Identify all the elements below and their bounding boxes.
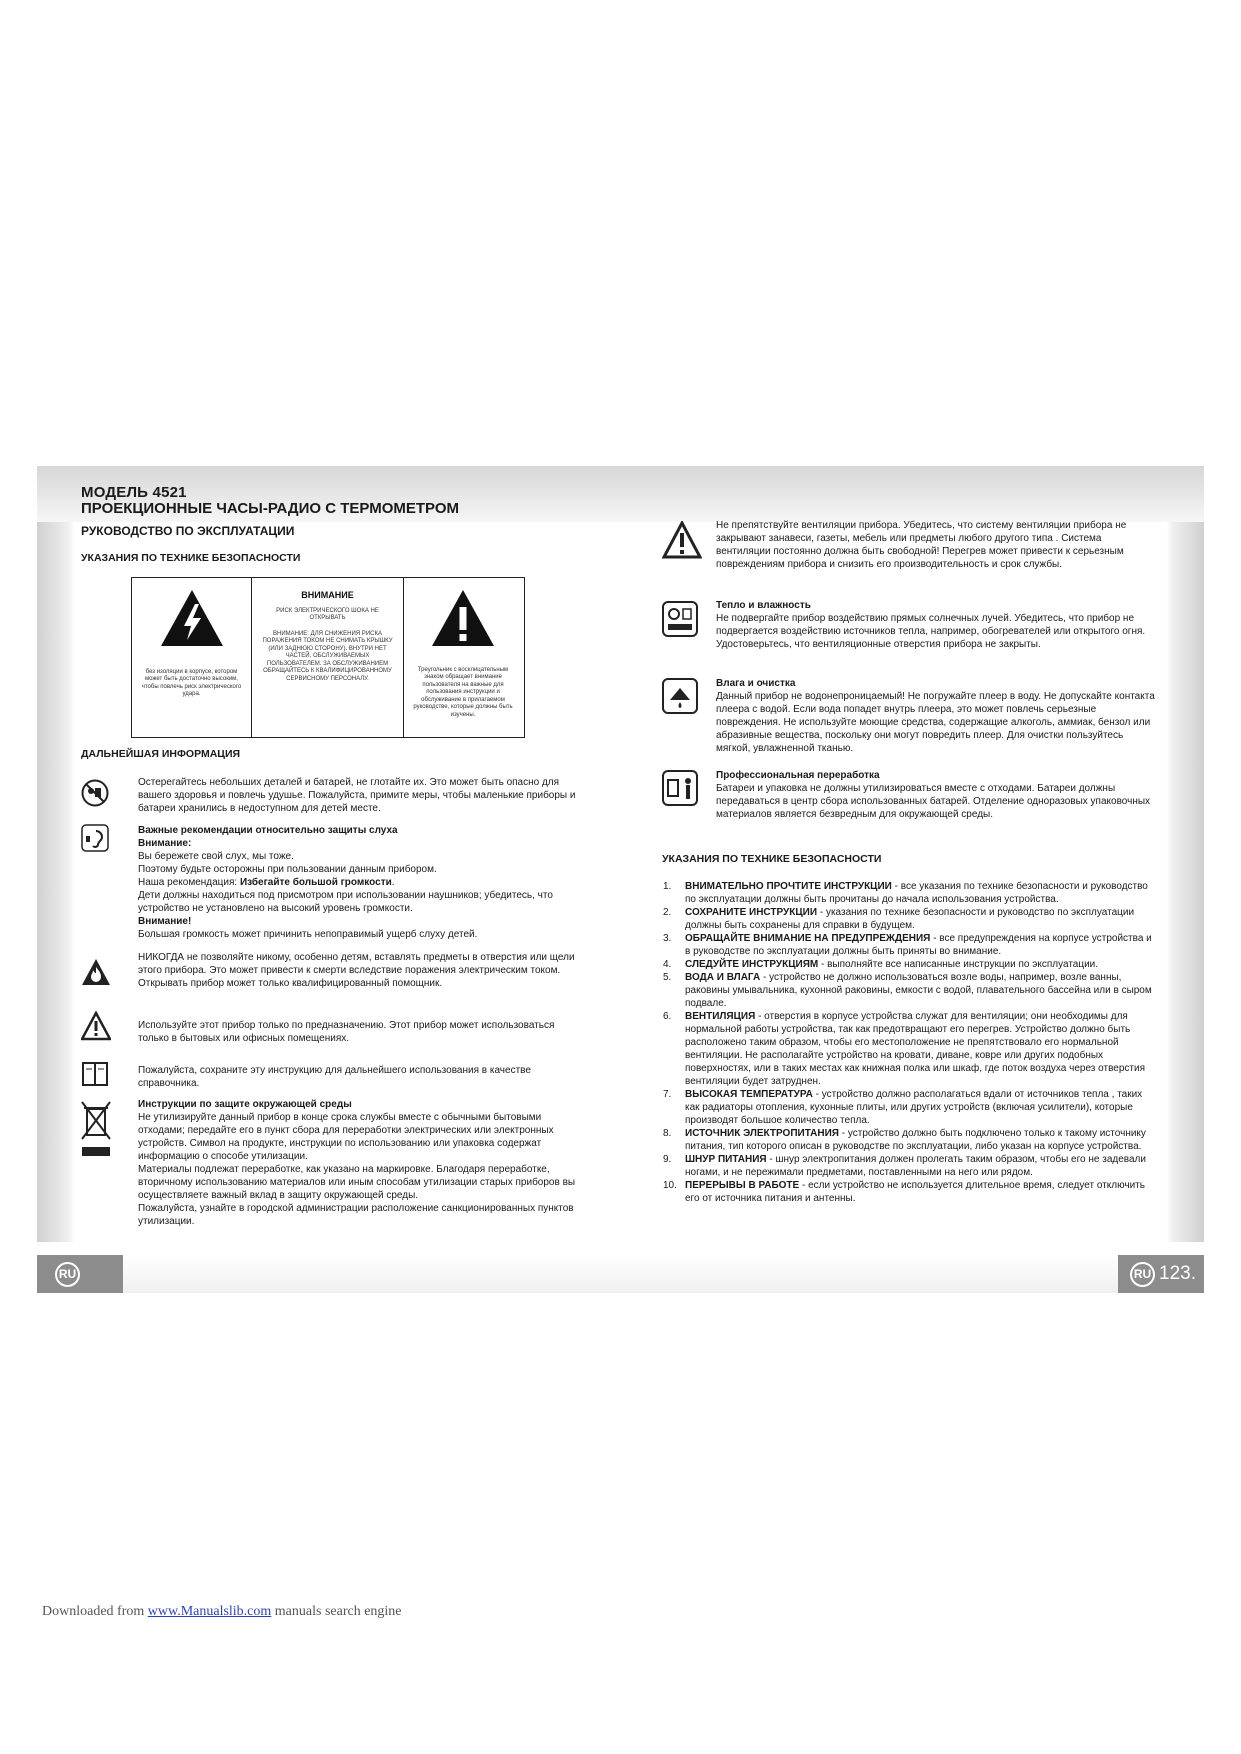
model-title: МОДЕЛЬ 4521 (81, 484, 187, 501)
recycling-block (716, 769, 1156, 821)
hearing-line-2: Поэтому будьте осторожны при пользовании данным прибором. (138, 864, 437, 875)
item-title: ВНИМАТЕЛЬНО ПРОЧТИТЕ ИНСТРУКЦИИ (685, 881, 892, 892)
heat-title: Тепло и влажность (716, 600, 811, 611)
electric-caption: без изоляции в корпусе, котором может быть достаточно высоким, чтобы повлечь риск электрического удара. (141, 668, 242, 697)
item-title: ШНУР ПИТАНИЯ (685, 1154, 767, 1165)
warning-box (131, 577, 525, 738)
item-number: 2. (663, 907, 672, 918)
fire-hazard-icon (81, 957, 111, 987)
item-title: ВЫСОКАЯ ТЕМПЕРАТУРА (685, 1089, 813, 1100)
bottom-band (37, 1255, 1204, 1293)
item-text: - устройство должно располагаться вдали от источников тепла , таких как радиаторы отопления, кухонные плиты, или других устройств (включая усилители), которые производят большое количество тепла. (685, 1089, 1143, 1126)
item-title: ИСТОЧНИК ЭЛЕКТРОПИТАНИЯ (685, 1128, 839, 1139)
heat-block (716, 599, 1156, 651)
manual-heading: РУКОВОДСТВО ПО ЭКСПЛУАТАЦИИ (81, 524, 295, 538)
item-title: ВОДА И ВЛАГА (685, 972, 761, 983)
product-title: ПРОЕКЦИОННЫЕ ЧАСЫ-РАДИО С ТЕРМОМЕТРОМ (81, 500, 460, 517)
download-footer (42, 1604, 402, 1620)
item-text: - если устройство не используется длительное время, следует отключить его от источника питания и антенны. (685, 1180, 1145, 1204)
list-item (663, 971, 1153, 1010)
item-text: - отверстия в корпусе устройства служат для вентиляции; они необходимы для нормальной работы устройства, так как предотвращают его перегрев. Устройство должно быть расположено таким образом, чтобы его местоположение не препятствовало его нормальной вентиляции. Не располагайте устройство на кровати, диване, ковре или других подобных поверхностях, или в таких местах как книжная полка или шкаф, где поток воздуха через отверстия вентиляции будет затруднен. (685, 1011, 1145, 1087)
list-item (663, 880, 1153, 906)
hearing-attention: Внимание: (138, 838, 192, 849)
safety-heading-left: УКАЗАНИЯ ПО ТЕХНИКЕ БЕЗОПАСНОСТИ (81, 552, 301, 564)
moisture-block (716, 677, 1156, 755)
ventilation-warning-icon (662, 521, 702, 559)
recommendation-text: Избегайте большой громкости (239, 877, 392, 888)
environment-text-1: Не утилизируйте данный прибор в конце срока службы вместе с обычными бытовыми отходами; передайте его в пункт сбора для переработки электрических или электронных устройств. Символ на продукте, инструкции по использованию или упаковка содержат информацию о способе утилизации. (138, 1112, 554, 1162)
warning-cell-electric (132, 578, 252, 737)
manualslib-link[interactable]: www.Manualslib.com (147, 1604, 272, 1619)
list-item (663, 906, 1153, 932)
recycling-title: Профессиональная переработка (716, 770, 880, 781)
list-item (663, 1088, 1153, 1127)
language-tab-right (1118, 1255, 1204, 1293)
list-item (663, 932, 1153, 958)
more-info-heading: ДАЛЬНЕЙШАЯ ИНФОРМАЦИЯ (81, 748, 241, 760)
item-number: 4. (663, 959, 672, 970)
item-title: ПЕРЕРЫВЫ В РАБОТЕ (685, 1180, 800, 1191)
item-title: СЛЕДУЙТЕ ИНСТРУКЦИЯМ (685, 959, 819, 970)
environment-title: Инструкции по защите окружающей среды (138, 1099, 352, 1110)
item-text: - выполняйте все написанные инструкции по эксплуатации. (818, 959, 1099, 970)
item-text: - устройство должно быть подключено только к такому источнику питания, тип которого описан в руководстве по эксплуатации, либо указан на корпусе устройства. (685, 1128, 1146, 1152)
instruction-text: ВНИМАНИЕ: ДЛЯ СНИЖЕНИЯ РИСКА ПОРАЖЕНИЯ ТОКОМ НЕ СНИМАТЬ КРЫШКУ (ИЛИ ЗАДНЮЮ СТОРОНУ). ВНУТРИ НЕТ ЧАСТЕЙ, ОБСЛУЖИВАЕМЫХ ПОЛЬЗОВАТЕЛЕМ. ЗА ОБСЛУЖИВАНИЕМ ОБРАЩАЙТЕСЬ К КВАЛИФИЦИРОВАННОМУ СЕРВИСНОМУ ПЕРСОНАЛУ. (262, 630, 393, 682)
warning-cell-exclamation (404, 578, 522, 737)
left-margin-shade (37, 522, 75, 1242)
warning-icon (81, 1011, 111, 1041)
page-number: 123. (1159, 1263, 1196, 1284)
hearing-title: Важные рекомендации относительно защиты слуха (138, 825, 398, 836)
footer-suffix: manuals search engine (271, 1604, 402, 1619)
safety-heading-right: УКАЗАНИЯ ПО ТЕХНИКЕ БЕЗОПАСНОСТИ (662, 853, 882, 865)
recommendation-label: Наша рекомендация: (138, 877, 240, 888)
hearing-line-5: Большая громкость может причинить непоправимый ущерб слуху детей. (138, 929, 478, 940)
heat-humidity-icon (662, 601, 698, 637)
small-parts-text: Остерегайтесь небольших деталей и батарей, не глотайте их. Это может быть опасно для вашего здоровья и повлечь удушье. Пожалуйста, примите меры, чтобы маленькие приборы и батареи хранились в недоступном для детей месте. (138, 777, 576, 814)
hearing-attention-2: Внимание! (138, 916, 192, 927)
crossed-bin-icon (79, 1099, 113, 1159)
item-text: - указания по технике безопасности и руководство по эксплуатации должны быть сохранены для справки в будущем. (685, 907, 1135, 931)
item-title: ВЕНТИЛЯЦИЯ (685, 1011, 756, 1022)
item-number: 8. (663, 1128, 672, 1139)
choking-hazard-icon (81, 779, 109, 807)
moisture-cleaning-icon (662, 678, 698, 714)
item-number: 7. (663, 1089, 672, 1100)
warning-cell-center (252, 578, 404, 737)
moisture-text: Данный прибор не водонепроницаемый! Не погружайте плеер в воду. Не допускайте контакта плеера с водой. Если вода попадет внутрь плеера, это может повлечь серьезные повреждения. Не используйте моющие средства, содержащие алкоголь, аммиак, бензол или абразивные вещества, поскольку они могут повредить плеер. Для очистки пользуйтесь мягкой, увлажненной тканью. (716, 691, 1155, 754)
language-tab-left (37, 1255, 123, 1293)
hearing-line-3 (138, 876, 578, 889)
hearing-protection-icon (81, 824, 109, 852)
safety-instructions-list (663, 880, 1153, 1205)
hearing-line-4: Дети должны находиться под присмотром при использовании наушников; убедитесь, что устройство не установлено на высокий уровень громкости. (138, 890, 553, 914)
list-item (663, 1153, 1153, 1179)
manual-book-icon (81, 1060, 109, 1088)
item-text: - шнур электропитания должен пролегать таким образом, чтобы его не задевали ногами, и не пережимали предметами, поставленными на него или рядом. (685, 1154, 1146, 1178)
warning-title: ВНИМАНИЕ (301, 590, 354, 600)
list-item (663, 1179, 1153, 1205)
item-title: СОХРАНИТЕ ИНСТРУКЦИИ (685, 907, 818, 918)
environment-text-3: Пожалуйста, узнайте в городской администрации расположение санкционированных пунктов утилизации. (138, 1203, 574, 1227)
exclamation-caption: Треугольник с восклицательным знаком обращает внимание пользователя на важные для пользования инструкции и обслуживание в прилагаемом руководстве, которые должны быть изучены. (413, 666, 513, 718)
recycling-icon (662, 770, 698, 806)
risk-text: РИСК ЭЛЕКТРИЧЕСКОГО ШОКА НЕ ОТКРЫВАТЬ (276, 607, 379, 621)
item-number: 10. (663, 1180, 677, 1191)
recycling-text: Батареи и упаковка не должны утилизироваться вместе с отходами. Батареи должны передаваться в центр сбора использованных батарей. Отделение одноразовых упаковочных материалов является безвредным для окружающей среды. (716, 783, 1151, 820)
item-title: ОБРАЩАЙТЕ ВНИМАНИЕ НА ПРЕДУПРЕЖДЕНИЯ (685, 933, 931, 944)
environment-block (138, 1098, 578, 1228)
lightning-triangle-icon (158, 587, 226, 649)
list-item (663, 958, 1153, 971)
item-number: 9. (663, 1154, 672, 1165)
hearing-block (138, 824, 578, 941)
environment-text-2: Материалы подлежат переработке, как указано на маркировке. Благодаря переработке, вторичному использованию материалов или иным способам утилизации старых приборов вы осуществляете важный вклад в защиту окружающей среды. (138, 1164, 576, 1201)
right-margin-shade (1166, 522, 1204, 1242)
language-badge: RU (55, 1262, 80, 1287)
item-number: 5. (663, 972, 672, 983)
list-item (663, 1010, 1153, 1088)
language-badge: RU (1130, 1262, 1155, 1287)
hearing-line-1: Вы бережете свой слух, мы тоже. (138, 851, 294, 862)
item-text: - все предупреждения на корпусе устройства и в руководстве по эксплуатации должны быть приняты во внимание. (685, 933, 1152, 957)
ventilation-text: Не препятствуйте вентиляции прибора. Убедитесь, что систему вентиляции прибора не закрывают занавеси, газеты, мебель или предметы любого другого типа . Система вентиляции постоянно должна быть свободной! Перегрев может привести к серьезным повреждениям прибора и снизить его производительность и срок службы. (716, 520, 1127, 570)
item-number: 6. (663, 1011, 672, 1022)
exclamation-triangle-icon (429, 587, 497, 649)
recommendation-end: . (391, 877, 395, 888)
item-text: - устройство не должно использоваться возле воды, например, возле ванны, раковины умывальника, кухонной раковины, емкости с водой, плавательного бассейна или в сыром подвале. (685, 972, 1152, 1009)
list-item (663, 1127, 1153, 1153)
keep-manual-text: Пожалуйста, сохраните эту инструкцию для дальнейшего использования в качестве справочника. (138, 1065, 531, 1089)
item-number: 1. (663, 881, 672, 892)
footer-prefix: Downloaded from (42, 1604, 148, 1619)
heat-text: Не подвергайте прибор воздействию прямых солнечных лучей. Убедитесь, что прибор не подвергается воздействию источников тепла, например, обогревателей или открытого огня. Удостоверьтесь, что вентиляционные отверстия прибора не закрыты. (716, 613, 1146, 650)
never-insert-text: НИКОГДА не позволяйте никому, особенно детям, вставлять предметы в отверстия или щели этого прибора. Это может привести к смерти вследствие поражения электрическим током. Открывать прибор может только квалифицированный помощник. (138, 952, 575, 989)
item-number: 3. (663, 933, 672, 944)
item-text: - все указания по технике безопасности и руководство по эксплуатации должны быть прочитаны до начала использования устройства. (685, 881, 1148, 905)
intended-use-text: Используйте этот прибор только по предназначению. Этот прибор может использоваться только в бытовых или офисных помещениях. (138, 1020, 555, 1044)
moisture-title: Влага и очистка (716, 678, 796, 689)
